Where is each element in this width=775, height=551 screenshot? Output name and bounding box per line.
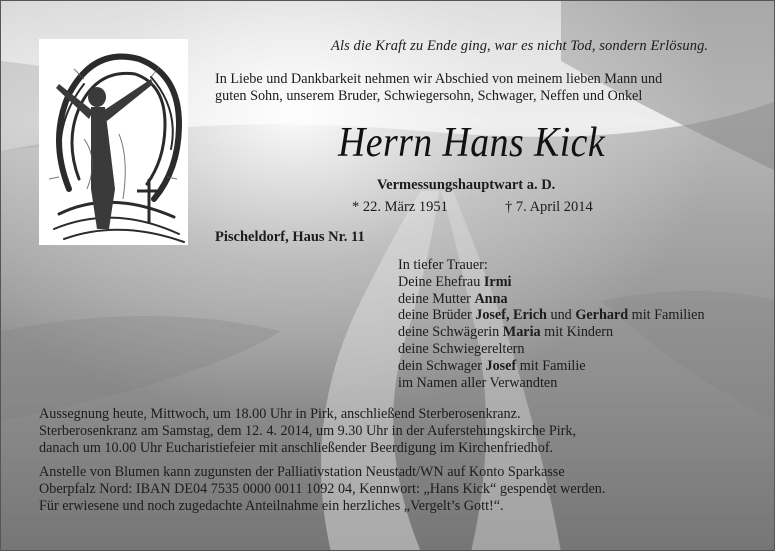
- funeral-line: danach um 10.00 Uhr Eucharistiefeier mit anschließender Beerdigung im Kirchenfriedhof.: [39, 439, 554, 456]
- deceased-title: Vermessungshauptwart a. D.: [377, 177, 556, 193]
- mourner-name: Maria: [502, 324, 541, 341]
- mourner-line: im Namen aller Verwandten: [398, 374, 558, 391]
- mourner-line: [398, 324, 705, 341]
- mourner-line: [398, 291, 705, 308]
- birth-date: * 22. März 1951: [352, 199, 448, 215]
- mourner-relation: deine Brüder: [398, 307, 476, 324]
- residence: Pischeldorf, Haus Nr. 11: [215, 229, 365, 245]
- donation-note: [39, 464, 605, 514]
- funeral-details: [39, 406, 576, 456]
- donation-line: Für erwiesene und noch zugedachte Anteilnahme ein herzliches „Vergelt’s Gott!“.: [39, 497, 504, 514]
- mourners-list: [398, 257, 705, 391]
- deceased-name: Herrn Hans Kick: [338, 120, 606, 166]
- mourner-suffix: mit Kindern: [540, 324, 614, 341]
- mourner-line: deine Schwiegereltern: [398, 340, 525, 357]
- mourner-relation: deine Schwägerin: [398, 324, 503, 341]
- mourner-connector: und: [546, 307, 576, 324]
- mourner-relation: deine Mutter: [398, 290, 475, 307]
- mourner-name: Anna: [474, 290, 508, 307]
- mourner-line: [398, 307, 705, 324]
- motto-quote: Als die Kraft zu Ende ging, war es nicht Tod, sondern Erlösung.: [331, 38, 709, 54]
- mourner-line: [398, 358, 705, 375]
- death-date: † 7. April 2014: [505, 199, 593, 215]
- mourner-name: Josef: [485, 357, 517, 374]
- intro-line: guten Sohn, unserem Bruder, Schwiegersohn, Schwager, Neffen und Onkel: [215, 88, 643, 104]
- mourner-name: Gerhard: [575, 307, 629, 324]
- mourners-heading: In tiefer Trauer:: [398, 257, 488, 273]
- mourner-suffix: mit Familien: [628, 307, 705, 324]
- mourner-relation: dein Schwager: [398, 357, 486, 374]
- funeral-line: Sterberosenkranz am Samstag, dem 12. 4. 2014, um 9.30 Uhr in der Auferstehungskirche Pirk,: [39, 422, 577, 439]
- risen-christ-cross-icon: [39, 39, 188, 245]
- intro-line: In Liebe und Dankbarkeit nehmen wir Abschied von meinem lieben Mann und: [215, 71, 663, 87]
- donation-line: Oberpfalz Nord: IBAN DE04 7535 0000 0011 1092 04, Kennwort: „Hans Kick“ gespendet werden.: [39, 480, 606, 497]
- intro-text: [215, 71, 662, 105]
- mourner-name: Irmi: [483, 273, 512, 290]
- mourner-name: Josef,: [475, 307, 510, 324]
- donation-line: Anstelle von Blumen kann zugunsten der Palliativstation Neustadt/WN auf Konto Sparkasse: [39, 464, 565, 480]
- mourner-name: Erich: [513, 307, 547, 324]
- mourner-relation: Deine Ehefrau: [398, 273, 484, 290]
- mourner-line: [398, 274, 705, 291]
- mourner-suffix: mit Familie: [516, 357, 586, 374]
- funeral-line: Aussegnung heute, Mittwoch, um 18.00 Uhr in Pirk, anschließend Sterberosenkranz.: [39, 406, 521, 422]
